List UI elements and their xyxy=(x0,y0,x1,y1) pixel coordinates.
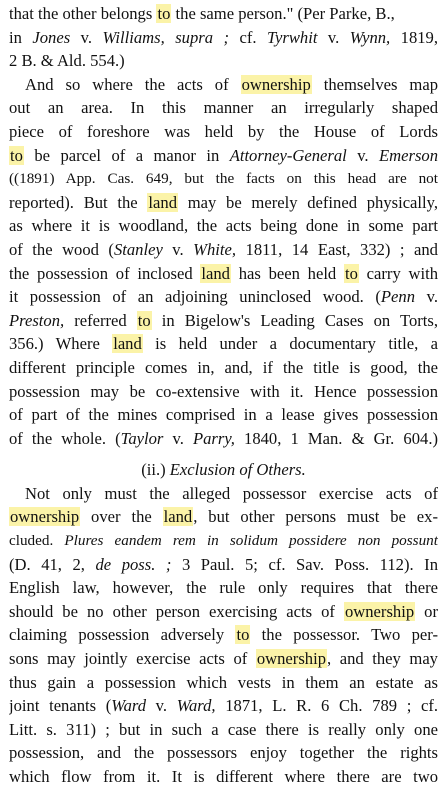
text-run: English law, however, the rule only requires that there xyxy=(9,578,438,598)
text-run: cluded. xyxy=(9,532,65,550)
text-line xyxy=(9,427,438,451)
text-line xyxy=(9,167,438,191)
italic-text: Ward xyxy=(111,696,146,716)
text-run: , and they may xyxy=(327,649,438,669)
text-run: the possession of inclosed xyxy=(9,263,201,283)
text-line xyxy=(9,49,438,73)
text-run: reported). But the xyxy=(9,192,148,212)
text-run: of the wood ( xyxy=(9,239,114,259)
text-run: v. xyxy=(415,287,438,307)
text-line xyxy=(9,73,438,97)
text-run: is held under a documentary title, a xyxy=(142,334,438,354)
text-line xyxy=(9,380,438,404)
section-heading xyxy=(9,458,438,482)
text-run: possession, and the possessors enjoy together the rights xyxy=(9,743,438,763)
text-line xyxy=(9,26,438,50)
text-run: over the xyxy=(80,507,163,527)
text-run: piece of foreshore was held by the House of Lords xyxy=(9,121,438,141)
highlighted-term: to xyxy=(157,4,171,23)
text-line xyxy=(9,285,438,309)
text-line xyxy=(9,623,438,647)
text-line xyxy=(9,403,438,427)
text-run: carry with xyxy=(358,263,438,283)
text-run: of the whole. ( xyxy=(9,428,121,448)
text-line xyxy=(9,214,438,238)
text-run: of part of the mines comprised in a lease gives possession xyxy=(9,405,438,425)
highlighted-term: land xyxy=(148,192,177,212)
italic-text: Stanley xyxy=(113,239,163,259)
text-run: 1871, L. R. 6 Ch. 789 ; cf. xyxy=(215,696,438,716)
italic-text: Parry, xyxy=(192,428,235,448)
italic-text: Emerson xyxy=(379,145,438,165)
text-run: joint tenants ( xyxy=(9,696,112,716)
text-line xyxy=(9,576,438,600)
text-run: v. xyxy=(162,239,194,259)
italic-text: Tyrwhit xyxy=(267,27,318,47)
text-run: as where it is woodland, the acts being done in some part xyxy=(9,216,438,236)
text-line xyxy=(9,694,438,718)
text-run: 3 Paul. 5; cf. Sav. Poss. 112). In xyxy=(171,554,438,574)
text-line xyxy=(9,647,438,671)
highlighted-term: to xyxy=(10,145,23,165)
text-run: that the other belongs xyxy=(9,4,157,23)
text-run: 1811, 14 East, 332) ; and xyxy=(236,239,438,259)
highlighted-term: to xyxy=(344,263,358,283)
text-run: (ii.) xyxy=(141,460,170,480)
text-run: Litt. s. 311) ; but in such a case there is really only one xyxy=(9,719,438,739)
text-run: thus gain a possession which vests in them an estate as xyxy=(9,672,438,692)
text-run: should be no other person exercising acts of xyxy=(9,601,344,621)
text-line xyxy=(9,553,438,577)
highlighted-term: land xyxy=(163,507,193,527)
italic-text: Preston, xyxy=(9,310,65,330)
text-run: themselves map xyxy=(311,74,438,94)
text-run: v. xyxy=(70,27,103,47)
text-line xyxy=(9,2,438,26)
text-line xyxy=(9,238,438,262)
highlighted-term: ownership xyxy=(256,649,326,669)
highlighted-term: to xyxy=(137,310,151,330)
text-line xyxy=(9,356,438,380)
text-line xyxy=(9,332,438,356)
highlighted-term: land xyxy=(201,263,230,283)
italic-text: Taylor xyxy=(120,428,164,448)
text-line xyxy=(9,600,438,624)
text-run: in xyxy=(9,27,33,47)
italic-text: Plures eandem rem in solidum possidere non possunt xyxy=(64,532,438,550)
highlighted-term: ownership xyxy=(10,507,80,527)
text-line xyxy=(9,671,438,695)
text-run: 1819, xyxy=(390,27,438,47)
text-run: possession may be co-extensive with it. Hence possession xyxy=(9,381,438,401)
text-run: or xyxy=(415,601,438,621)
text-run: may be merely defined physically, xyxy=(178,192,438,212)
text-line xyxy=(9,120,438,144)
text-run: sons may jointly exercise acts of xyxy=(9,649,256,669)
text-run: in Bigelow's Leading Cases on Torts, xyxy=(151,310,438,330)
italic-text: Ward, xyxy=(176,696,216,716)
text-line xyxy=(9,505,438,529)
text-run: the possessor. Two per- xyxy=(250,625,438,645)
text-run: And so where the acts of xyxy=(25,74,241,94)
text-run: v. xyxy=(163,428,193,448)
highlighted-term: ownership xyxy=(344,601,415,621)
text-line xyxy=(9,191,438,215)
text-run: the same person." (Per Parke, B., xyxy=(171,4,395,23)
text-run: , but other persons must be ex- xyxy=(193,507,438,527)
text-run: v. xyxy=(317,27,350,47)
text-run: 2 B. & Ald. 554.) xyxy=(9,51,125,71)
text-line xyxy=(9,718,438,742)
text-run: ((1891) App. Cas. 649, but the facts on this head are not xyxy=(9,170,438,188)
italic-text: Wynn, xyxy=(349,27,391,47)
text-run: 1840, 1 Man. & Gr. 604.) xyxy=(234,428,438,448)
italic-text: Penn xyxy=(380,287,416,307)
text-run: 356.) Where xyxy=(9,334,113,354)
text-run: referred xyxy=(64,310,137,330)
text-run: out an area. In this manner an irregularly shaped xyxy=(9,98,438,118)
highlighted-term: land xyxy=(113,334,142,354)
italic-text: de poss. ; xyxy=(95,554,172,574)
text-run: (D. 41, 2, xyxy=(9,554,96,574)
section-gap xyxy=(9,450,438,458)
text-run: it possession of an adjoining uninclosed wood. ( xyxy=(9,287,381,307)
text-line xyxy=(9,262,438,286)
text-line xyxy=(9,741,438,765)
text-run: Not only must the alleged possessor exercise acts of xyxy=(25,483,438,503)
text-line xyxy=(9,529,438,553)
italic-text: Williams, supra ; xyxy=(102,27,230,47)
highlighted-term: to xyxy=(236,625,250,645)
text-line xyxy=(9,96,438,120)
text-line xyxy=(9,144,438,168)
italic-text: White, xyxy=(193,239,237,259)
text-run: v. xyxy=(146,696,177,716)
text-line xyxy=(9,482,438,506)
italic-text: Jones xyxy=(32,27,71,47)
text-run: claiming possession adversely xyxy=(9,625,236,645)
text-line xyxy=(9,309,438,333)
text-run: cf. xyxy=(229,27,268,47)
text-run: v. xyxy=(346,145,380,165)
text-run: which flow from it. It is different where there are two xyxy=(9,767,438,786)
text-run: different principle comes in, and, if the title is good, the xyxy=(9,357,438,377)
text-run: has been held xyxy=(230,263,344,283)
highlighted-term: ownership xyxy=(241,74,311,94)
text-line xyxy=(9,765,438,789)
italic-text: Exclusion of Others. xyxy=(169,460,306,480)
italic-text: Attorney-General xyxy=(229,145,347,165)
text-run: be parcel of a manor in xyxy=(23,145,230,165)
